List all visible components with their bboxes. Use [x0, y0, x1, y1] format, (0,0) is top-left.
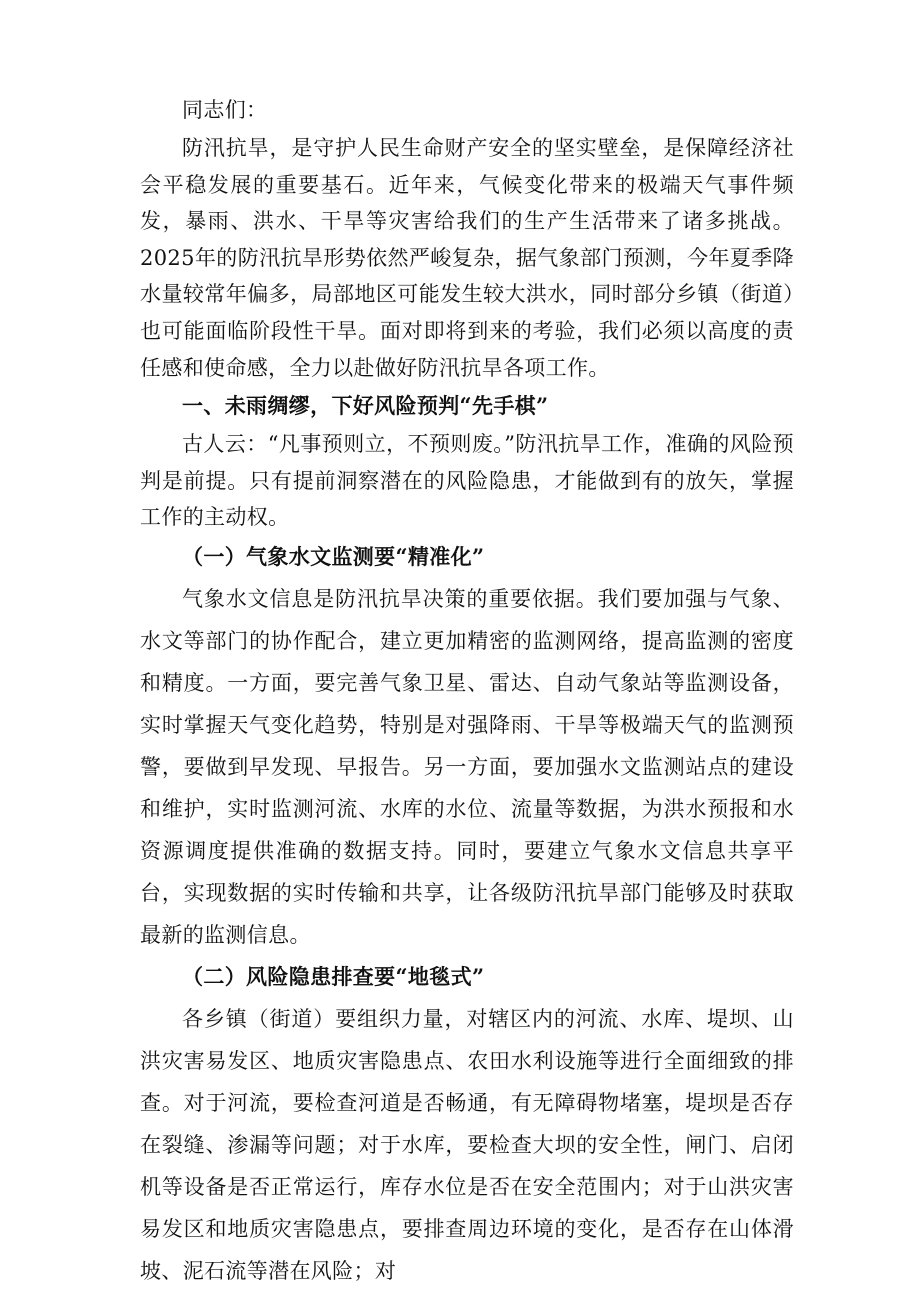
- document-body: [140, 92, 794, 1292]
- subsection-2-paragraph: 各乡镇（街道）要组织力量，对辖区内的河流、水库、堤坝、山洪灾害易发区、地质灾害隐患点、农田水利设施等进行全面细致的排查。对于河流，要检查河道是否畅通，有无障碍物堵塞，堤坝是否存在裂缝、渗漏等问题；对于水库，要检查大坝的安全性，闸门、启闭机等设备是否正常运行，库存水位是否在安全范围内；对于山洪灾害易发区和地质灾害隐患点，要排查周边环境的变化，是否存在山体滑坡、泥石流等潜在风险；对: [140, 1006, 794, 1283]
- subsection-heading-1: （一）气象水文监测要“精准化”: [182, 543, 485, 569]
- section-heading-1: 一、未雨绸缪，下好风险预判“先手棋”: [182, 393, 549, 419]
- subsection-heading-2: （二）风险隐患排查要“地毯式”: [182, 963, 485, 989]
- salutation: 同志们：: [182, 98, 268, 122]
- subsection-1-paragraph: 气象水文信息是防汛抗旱决策的重要依据。我们要加强与气象、水文等部门的协作配合，建立更加精密的监测网络，提高监测的密度和精度。一方面，要完善气象卫星、雷达、自动气象站等监测设备，实时掌握天气变化趋势，特别是对强降雨、干旱等极端天气的监测预警，要做到早发现、早报告。另一方面，要加强水文监测站点的建设和维护，实时监测河流、水库的水位、流量等数据，为洪水预报和水资源调度提供准确的数据支持。同时，要建立气象水文信息共享平台，实现数据的实时传输和共享，让各级防汛抗旱部门能够及时获取最新的监测信息。: [140, 586, 794, 947]
- section-1-paragraph: 古人云：“凡事预则立，不预则废。”防汛抗旱工作，准确的风险预判是前提。只有提前洞察潜在的风险隐患，才能做到有的放矢，掌握工作的主动权。: [140, 432, 794, 530]
- intro-paragraph: 防汛抗旱，是守护人民生命财产安全的坚实壁垒，是保障经济社会平稳发展的重要基石。近年来，气候变化带来的极端天气事件频发，暴雨、洪水、干旱等灾害给我们的生产生活带来了诸多挑战。2025年的防汛抗旱形势依然严峻复杂，据气象部门预测，今年夏季降水量较常年偏多，局部地区可能发生较大洪水，同时部分乡镇（街道）也可能面临阶段性干旱。面对即将到来的考验，我们必须以高度的责任感和使命感，全力以赴做好防汛抗旱各项工作。: [140, 136, 794, 380]
